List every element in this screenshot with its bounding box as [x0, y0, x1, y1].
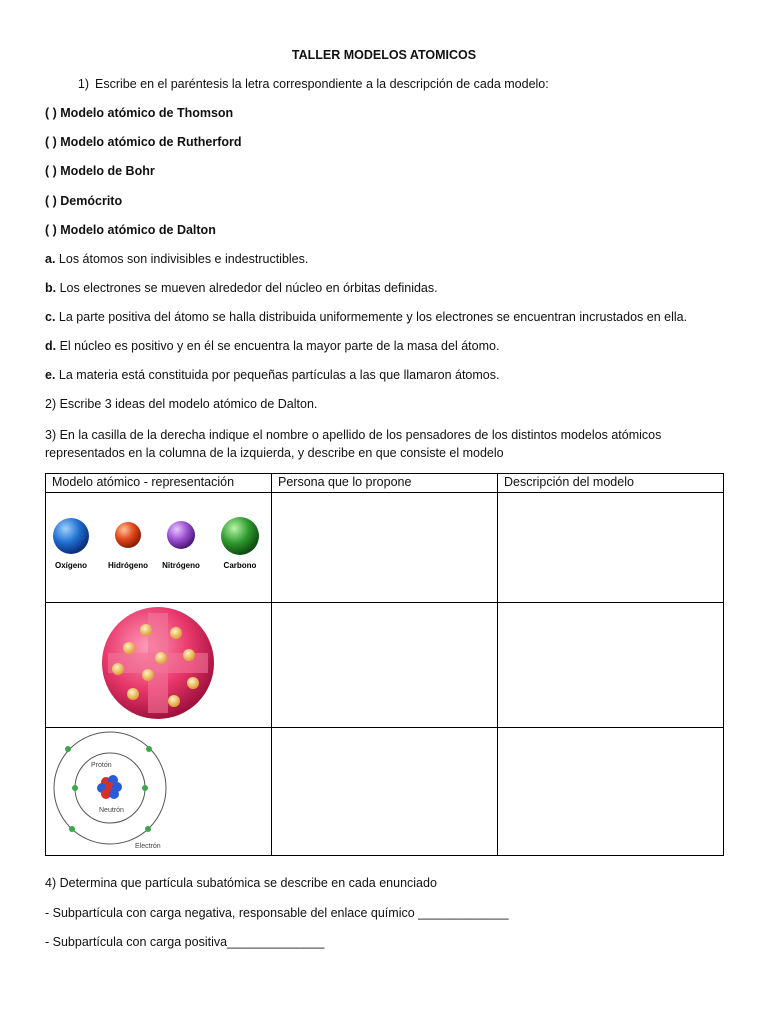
oxygen-label: Oxígeno [54, 561, 88, 570]
header-description: Descripción del modelo [498, 474, 724, 493]
electron-dot [65, 746, 71, 752]
electron-dot [69, 826, 75, 832]
thomson-model-illustration [46, 603, 270, 724]
electron-dot [155, 652, 167, 664]
nitrogen-label: Nitrógeno [162, 561, 200, 570]
electron-dot [168, 695, 180, 707]
description-cell-1[interactable] [498, 493, 724, 603]
description-text: La materia está constituida por pequeñas partículas a las que llamaron átomos. [58, 368, 500, 382]
q3-line-1: 3) En la casilla de la derecha indique el nombre o apellido de los pensadores de los distintos modelos atómicos [45, 428, 662, 442]
electron-dot [123, 642, 135, 654]
electron-dot [145, 826, 151, 832]
description-c [45, 310, 687, 324]
q1-text: Escribe en el paréntesis la letra correspondiente a la descripción de cada modelo: [95, 77, 549, 91]
description-cell-3[interactable] [498, 728, 724, 856]
oxygen-sphere [53, 518, 89, 554]
page-title: TALLER MODELOS ATOMICOS [291, 48, 477, 62]
description-letter: d. [45, 339, 57, 353]
option-rutherford: ( ) Modelo atómico de Rutherford [45, 135, 242, 149]
neutron-ball [109, 789, 119, 799]
nucleus [97, 775, 122, 799]
q4-prompt: 4) Determina que partícula subatómica se describe en cada enunciado [45, 876, 437, 890]
description-d [45, 339, 499, 353]
q1-prompt [45, 77, 549, 91]
description-e [45, 368, 499, 382]
description-text: La parte positiva del átomo se halla distribuida uniformemente y los electrones se encuentran incrustados en ella. [58, 310, 688, 324]
carbon-sphere [221, 517, 259, 555]
hydrogen-sphere [115, 522, 141, 548]
q4-item-negative: - Subpartícula con carga negativa, responsable del enlace químico _____________ [45, 906, 509, 920]
electron-dot [112, 663, 124, 675]
bohr-model-illustration [46, 728, 270, 852]
description-text: Los átomos son indivisibles e indestructibles. [58, 252, 309, 266]
electron-dot [187, 677, 199, 689]
carbon-label: Carbono [223, 561, 257, 570]
person-cell-2[interactable] [272, 603, 498, 728]
thomson-representation [46, 603, 272, 728]
q4-item-positive: - Subpartícula con carga positiva______________ [45, 935, 325, 949]
electron-dot [142, 785, 148, 791]
electron-dot [170, 627, 182, 639]
header-model: Modelo atómico - representación [46, 474, 272, 493]
description-letter: a. [45, 252, 56, 266]
hydrogen-label: Hidrógeno [108, 561, 148, 570]
description-a [45, 252, 308, 266]
electron-dot [140, 624, 152, 636]
proton-label: Protón [91, 762, 112, 769]
table-header-row [46, 474, 724, 493]
option-democrito: ( ) Demócrito [45, 194, 123, 208]
person-cell-3[interactable] [272, 728, 498, 856]
electron-dot [72, 785, 78, 791]
nitrogen-sphere [167, 521, 195, 549]
person-cell-1[interactable] [272, 493, 498, 603]
table-row [46, 728, 724, 856]
electron-dot [142, 669, 154, 681]
electron-dot [127, 688, 139, 700]
neutron-label: Neutrón [99, 807, 124, 814]
q3-line-2: representados en la columna de la izquierda, y describe en que consiste el modelo [45, 446, 504, 460]
description-cell-2[interactable] [498, 603, 724, 728]
q3-prompt [45, 426, 725, 462]
q2-prompt: 2) Escribe 3 ideas del modelo atómico de Dalton. [45, 397, 318, 411]
table-row [46, 493, 724, 603]
description-letter: c. [45, 310, 56, 324]
description-text: El núcleo es positivo y en él se encuentra la mayor parte de la masa del átomo. [59, 339, 500, 353]
description-text: Los electrones se mueven alrededor del núcleo en órbitas definidas. [59, 281, 438, 295]
atomic-models-table [45, 473, 724, 856]
description-letter: b. [45, 281, 57, 295]
option-thomson: ( ) Modelo atómico de Thomson [45, 106, 234, 120]
table-row [46, 603, 724, 728]
electron-dot [183, 649, 195, 661]
dalton-spheres-illustration [46, 493, 270, 599]
header-person: Persona que lo propone [272, 474, 498, 493]
dalton-representation [46, 493, 272, 603]
option-bohr: ( ) Modelo de Bohr [45, 164, 155, 178]
description-b [45, 281, 438, 295]
description-letter: e. [45, 368, 56, 382]
electron-label: Electrón [135, 843, 161, 850]
q1-number: 1) [77, 77, 89, 91]
option-dalton: ( ) Modelo atómico de Dalton [45, 223, 216, 237]
electron-dot [146, 746, 152, 752]
bohr-representation [46, 728, 272, 856]
